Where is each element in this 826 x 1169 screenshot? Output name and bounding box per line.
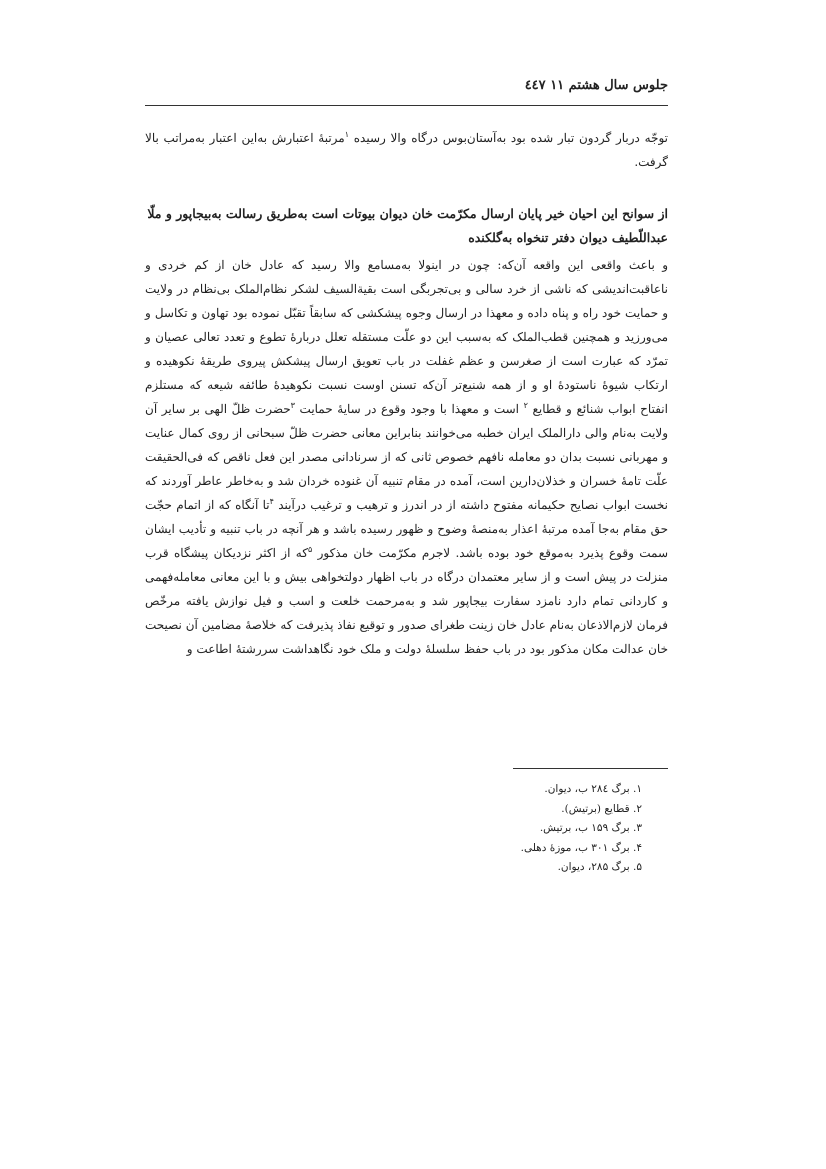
section-heading: از سوانح این احیان خیر پایان ارسال مکرّمت خان دیوان بیوتات است به‌طریق رسالت به‌بیجاپور و ملّا عبداللّطیف دیوان دفتر تنخواه به‌گلکنده <box>147 206 668 245</box>
footnote-item: ۲. قطایع (برتیش). <box>561 802 642 815</box>
footnote-ref-2[interactable]: ۲ <box>523 401 528 410</box>
footnote-rule <box>513 768 668 769</box>
footnote-item: ۵. برگ ۲۸۵، دیوان. <box>557 861 642 873</box>
paragraph-1-text-a: توجّه دربار گردون تبار شده بود به‌آستان‌بوس درگاه والا رسیده <box>353 131 668 145</box>
footnote-item: ۱. برگ ۲۸٤ ب، دیوان. <box>544 783 642 795</box>
footnote-ref-3[interactable]: ۳ <box>290 401 295 410</box>
footnote-ref-4[interactable]: ۴ <box>269 497 274 506</box>
paragraph-1 <box>145 126 668 174</box>
footnote-item: ۴. برگ ۳۰۱ ب، موزهٔ دهلی. <box>520 841 642 854</box>
paragraph-2-text-4: تا آنگاه که از اتمام حجّت حق مقام به‌جا آمده مرتبهٔ اعذار به‌منصهٔ وضوح و ظهور رسیده باشد و هر آنچه در باب تنبیه و تأدیب ایشان سمت وقوع پذیرد به‌موقع خود بوده باشد. لاجرم مکرّمت خان مذکور <box>145 498 668 560</box>
paragraph-2-text-1: و باعث واقعی این واقعه آن‌که: چون در اینولا به‌مسامع والا رسید که عادل خان از کم خردی و ناعاقبت‌اندیشی که ناشی از خرد سالی و بی‌تجربگی است بقیة‌السیف لشکر نظام‌الملک بی‌نظام در ولایت و حمایت خود راه و پناه داده و معهذا در ارسال وجوه پیشکشی که سابقاً تقبّل نموده بود تهاون و تکاسل و می‌ورزید و همچنین قطب‌الملک که به‌سبب این دو علّت مستقله تعلل دربارهٔ تطوع و تعدد تعالی عصیان و تمرّد که عبارت است از صغرسن و عظم غفلت در باب تعویق ارسال پیشکش پیروی طریقهٔ نکوهیده و ارتکاب شیوهٔ ناستودهٔ او و از همه شنیع‌تر آن‌که تسنن اوست نسبت نکوهیدهٔ طائفه شیعه که مستلزم انفتاح ابواب شنائع و قطایع <box>145 258 668 416</box>
paragraph-1-text-b: مرتبهٔ اعتبارش به‌این اعتبار به‌مراتب بالا گرفت. <box>145 131 668 169</box>
footnotes-list <box>368 780 668 878</box>
paragraph-2-text-2: است و معهذا با وجود وقوع در سایهٔ حمایت <box>299 402 520 416</box>
footnote-ref-1[interactable]: ۱ <box>344 130 350 139</box>
paragraph-2 <box>145 253 668 661</box>
footnote-ref-5[interactable]: ۵ <box>307 545 313 554</box>
header-rule <box>145 105 668 106</box>
paragraph-2-text-5: که از اکثر نزدیکان پیشگاه قرب منزلت در پیش است و از سایر معتمدان درگاه در باب اظهار دولتخواهی بیش و با این معانی معامله‌فهمی و کاردانی تمام دارد نامزد سفارت بیجاپور شد و به‌مرحمت خلعت و اسب و فیل نوازش یافته مرخّص فرمان لازم‌الاذعان به‌نام عادل خان زینت طغرای صدور و توقیع نفاذ پذیرفت که خلاصهٔ مضامین آن نصیحت خان عدالت مکان مذکور بود در باب حفظ سلسلهٔ دولت و ملک خود نگاهداشت سررشتهٔ اطاعت و <box>145 546 668 656</box>
running-head: جلوس سال هشتم ۱۱ ٤٤٧ <box>524 78 668 93</box>
paragraph-2-text-3: حضرت ظلّ الهی بر سایر آن ولایت به‌نام والی دارالملک ایران خطبه می‌خوانند بنابراین معانی حضرت ظلّ سبحانی از روی کمال عنایت و مهربانی نسبت بدان دو معامله نافهم خصوص ثانی که از سرنادانی مصدر این فعل ناقص که فی‌الحقیقت علّت تامهٔ خسران و خذلان‌دارین است، آمده در مقام تنبیه آن غنوده خردان شد و به‌خاطر عاطر آوردند که نخست ابواب نصایح حکیمانه مفتوح داشته از در اندرز و ترهیب و ترغیب درآیند <box>145 402 668 512</box>
footnote-item: ۳. برگ ۱۵۹ ب، برتیش. <box>539 822 642 834</box>
